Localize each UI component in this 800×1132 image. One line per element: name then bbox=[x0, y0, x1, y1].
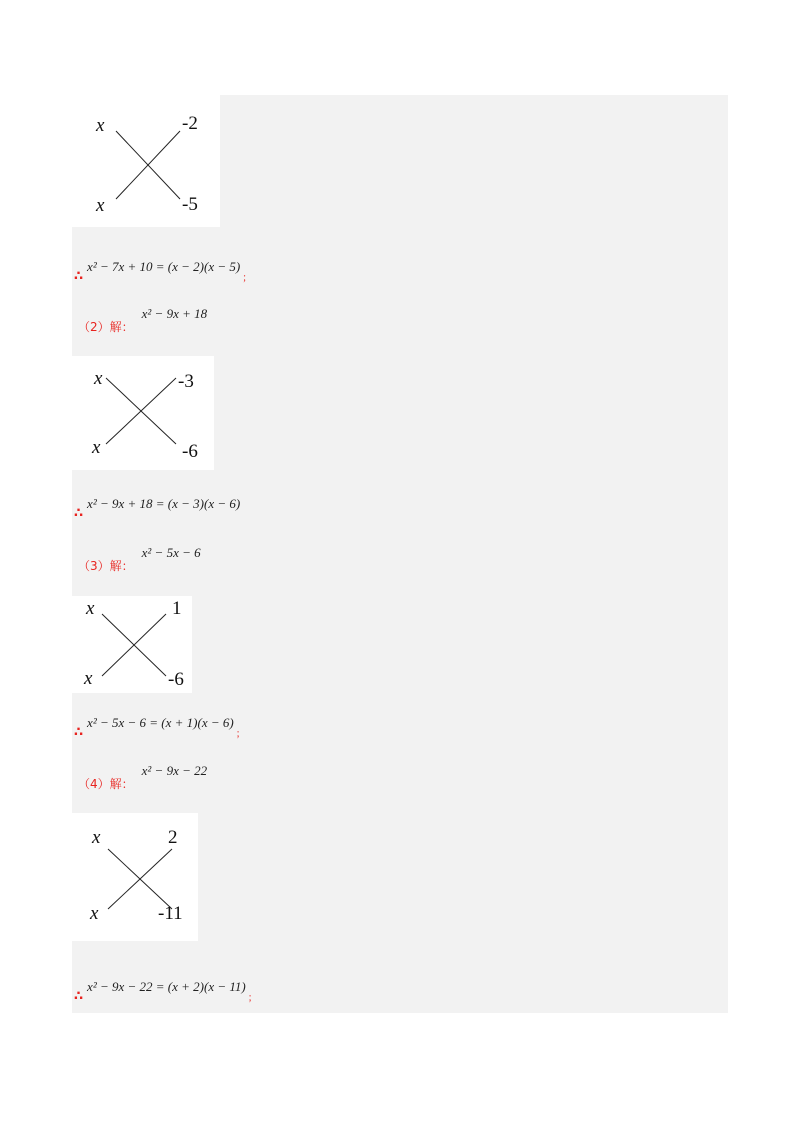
result-line-3 bbox=[74, 711, 246, 740]
step-label: （2）解： bbox=[78, 320, 134, 334]
cross-right-top: 2 bbox=[168, 827, 178, 848]
cross-right-bottom: -6 bbox=[182, 441, 198, 462]
cross-left-bottom: x bbox=[90, 903, 99, 924]
cross-right-bottom: -5 bbox=[182, 194, 198, 215]
factorization-result: x² − 9x − 22 = (x + 2)(x − 11) bbox=[87, 979, 246, 994]
therefore-symbol: ∴ bbox=[74, 724, 84, 740]
cross-diagram-3 bbox=[72, 596, 192, 693]
result-line-2 bbox=[74, 492, 242, 521]
cross-left-top: x bbox=[86, 598, 95, 619]
result-line-1 bbox=[74, 255, 253, 284]
step-label: （3）解： bbox=[78, 559, 134, 573]
therefore-symbol: ∴ bbox=[74, 988, 84, 1004]
problem-expression: x² − 9x + 18 bbox=[141, 306, 208, 321]
cross-left-top: x bbox=[92, 827, 101, 848]
step-header-3 bbox=[78, 545, 201, 574]
cross-right-top: -3 bbox=[178, 371, 194, 392]
result-line-4 bbox=[74, 975, 258, 1004]
cross-diagram-1 bbox=[72, 95, 220, 227]
cross-left-bottom: x bbox=[84, 668, 93, 689]
cross-left-bottom: x bbox=[92, 437, 101, 458]
semicolon: ； bbox=[242, 272, 253, 284]
cross-left-bottom: x bbox=[96, 195, 105, 216]
cross-right-top: 1 bbox=[172, 598, 182, 619]
semicolon: ； bbox=[247, 992, 258, 1004]
semicolon: ； bbox=[235, 728, 246, 740]
cross-right-bottom: -11 bbox=[158, 903, 183, 924]
cross-right-bottom: -6 bbox=[168, 669, 184, 690]
therefore-symbol: ∴ bbox=[74, 505, 84, 521]
step-header-2 bbox=[78, 306, 207, 335]
step-label: （4）解： bbox=[78, 777, 134, 791]
factorization-result: x² − 5x − 6 = (x + 1)(x − 6) bbox=[87, 715, 234, 730]
therefore-symbol: ∴ bbox=[74, 268, 84, 284]
factorization-result: x² − 9x + 18 = (x − 3)(x − 6) bbox=[87, 496, 241, 511]
cross-diagram-4 bbox=[72, 813, 198, 941]
factorization-result: x² − 7x + 10 = (x − 2)(x − 5) bbox=[87, 259, 241, 274]
step-header-4 bbox=[78, 763, 207, 792]
problem-expression: x² − 5x − 6 bbox=[141, 545, 201, 560]
cross-diagram-2 bbox=[72, 356, 214, 470]
problem-expression: x² − 9x − 22 bbox=[141, 763, 208, 778]
cross-right-top: -2 bbox=[182, 113, 198, 134]
cross-left-top: x bbox=[96, 115, 105, 136]
cross-left-top: x bbox=[94, 368, 103, 389]
